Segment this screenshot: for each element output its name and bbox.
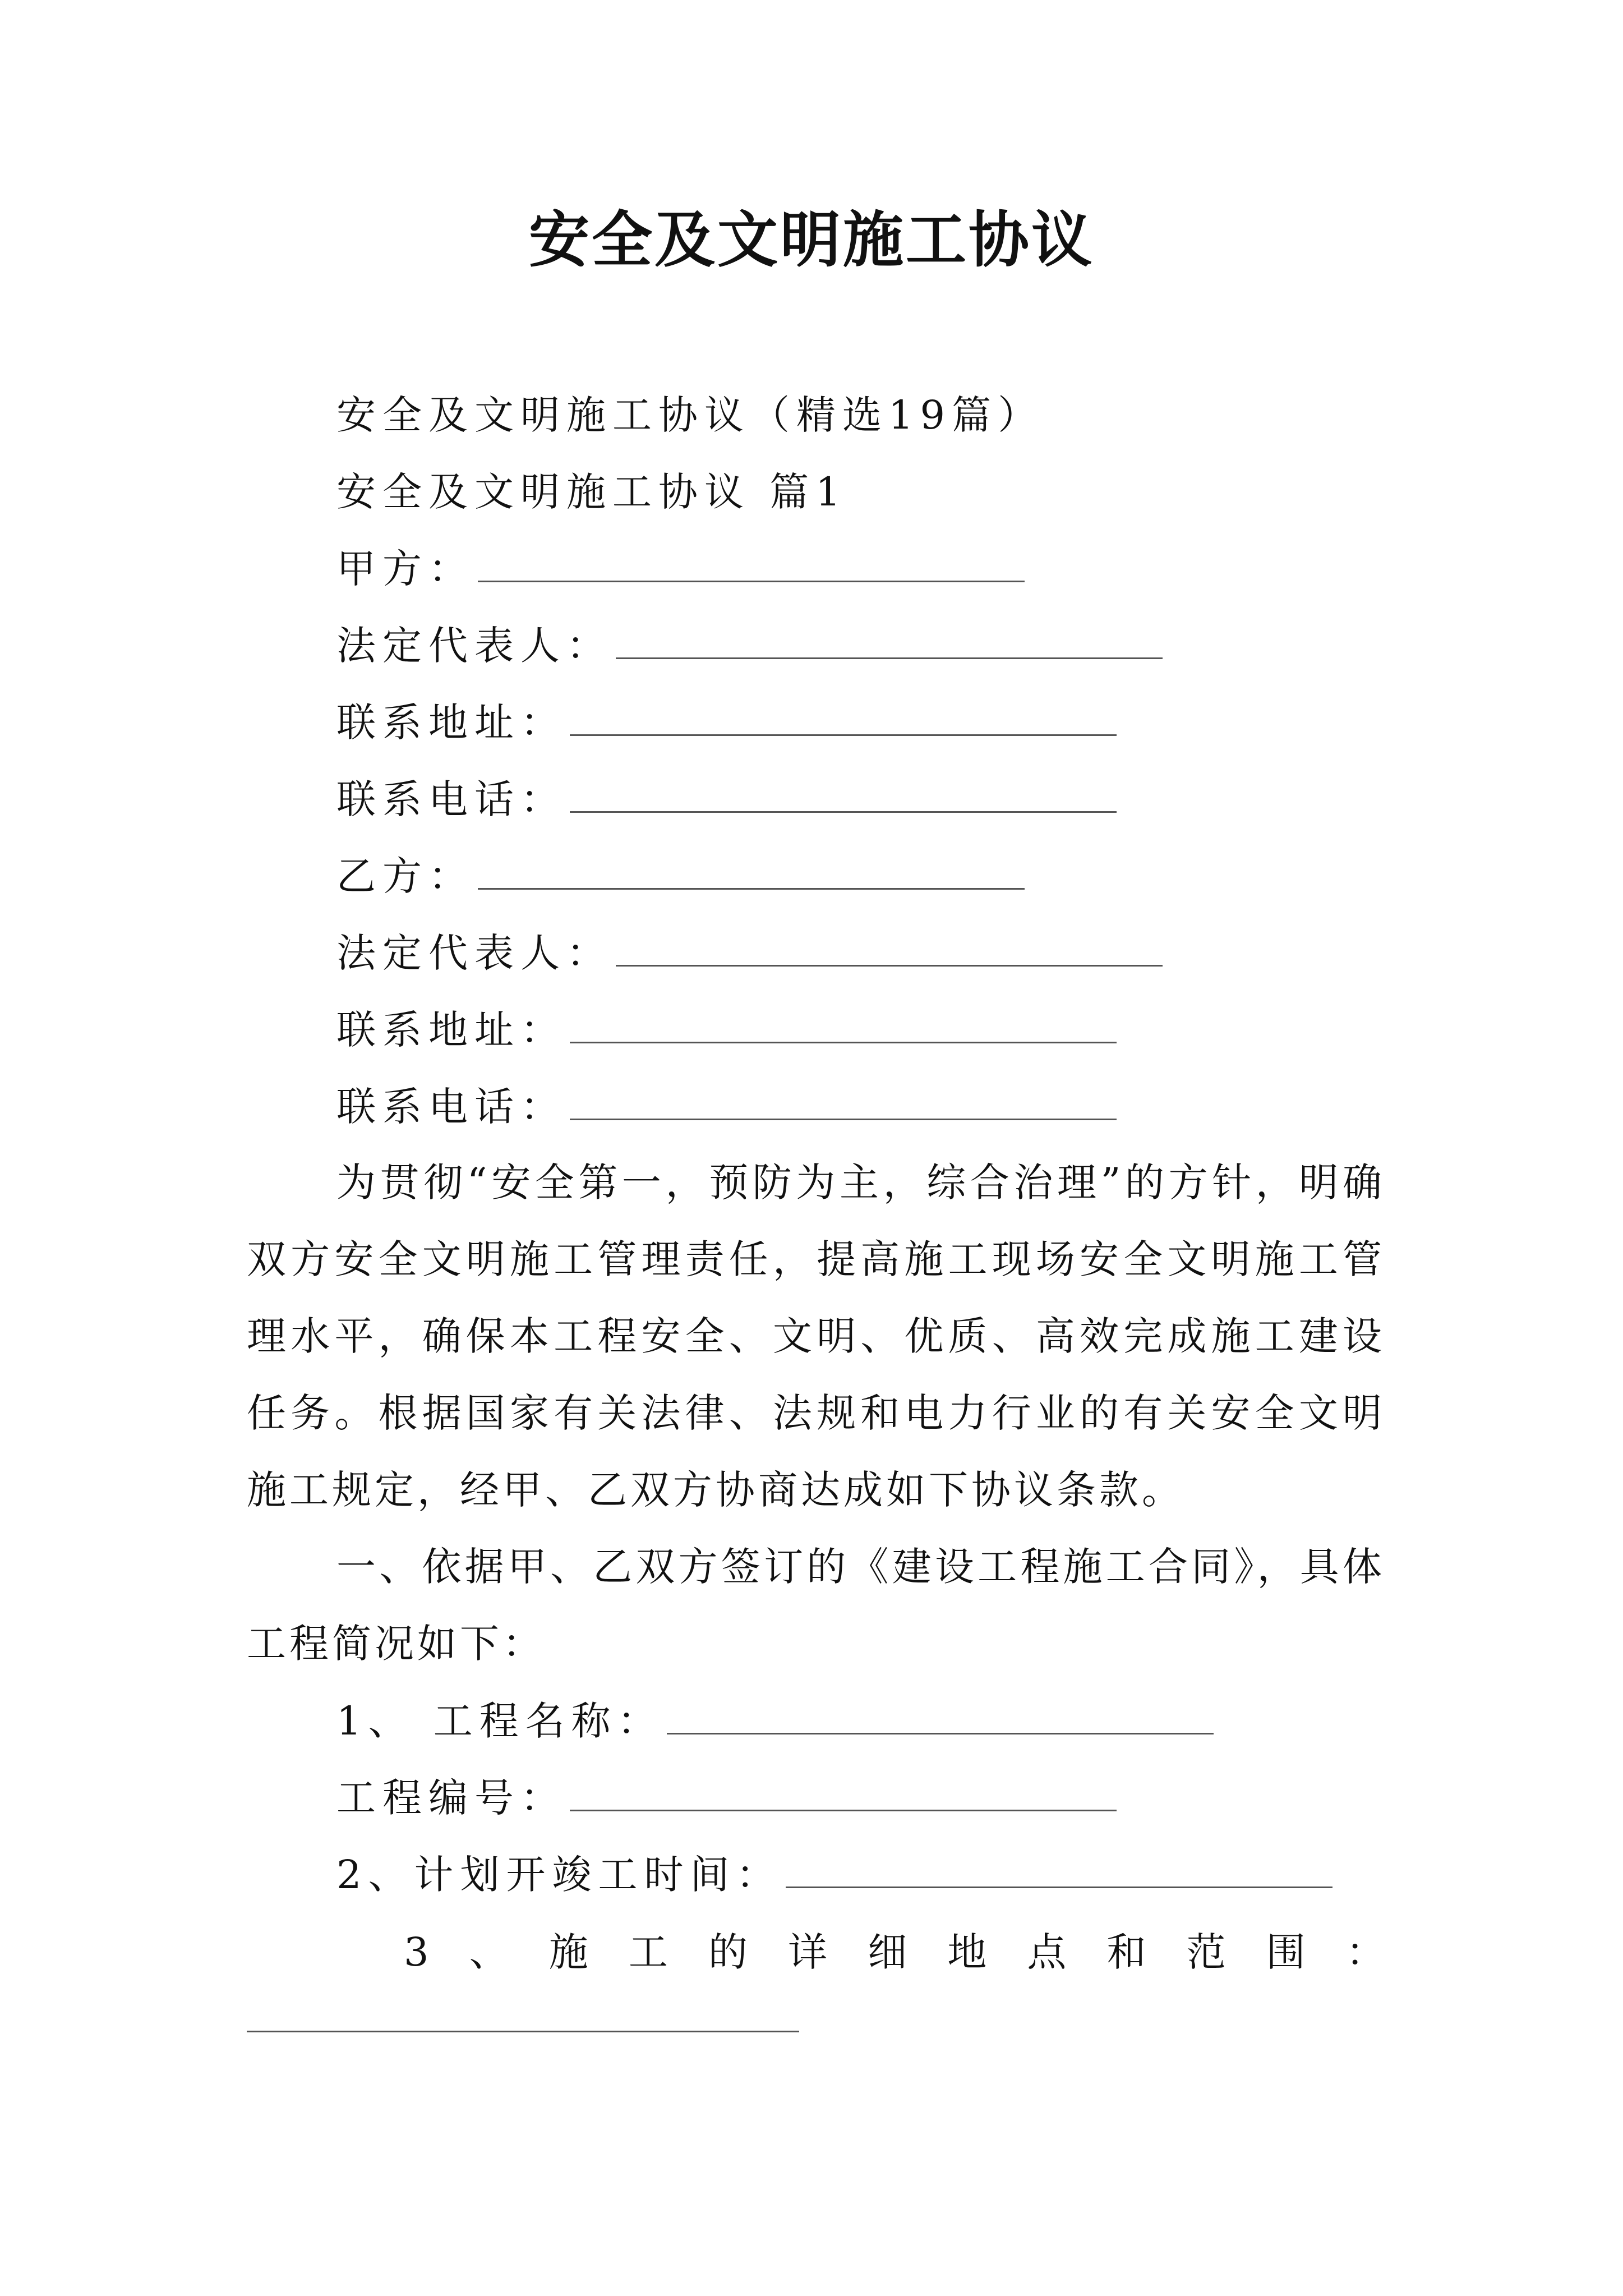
project-name-label: 1、 工程名称： [336,1698,663,1744]
party-b-address-label: 联系地址： [336,1007,566,1053]
party-a-blank [478,547,1025,582]
location-scope-char: 详 [788,1929,828,1975]
party-a-phone-blank [570,777,1117,813]
party-b-row [336,848,1025,904]
schedule-label: 2、计划开竣工时间： [336,1852,782,1898]
party-b-blank [478,854,1025,890]
party-a-legal-rep-row [336,618,1163,674]
location-scope-char: 细 [868,1929,907,1975]
party-b-label: 乙方： [336,853,474,899]
intro-paragraph: 为贯彻“安全第一，预防为主，综合治理”的方针，明确双方安全文明施工管理责任，提高施工现场安全文明施工管理水平，确保本工程安全、文明、优质、高效完成施工建设任务。根据国家有关法律、法规和电力行业的有关安全文明施工规定，经甲、乙双方协商达成如下协议条款。 [247,1159,1385,1513]
schedule-row [336,1847,1332,1903]
party-a-row [336,541,1025,597]
party-a-address-row [336,694,1117,751]
party-b-phone-row [336,1079,1117,1135]
party-b-legal-rep-row [336,925,1163,981]
document-subtitle: 安全及文明施工协议（精选19篇） [336,392,1044,438]
document-title: 安全及文明施工协议 [528,205,1094,275]
project-number-row [336,1770,1117,1826]
location-scope-char: 、 [469,1929,509,1975]
location-scope-char: 范 [1186,1929,1226,1975]
project-number-label: 工程编号： [336,1775,566,1821]
location-scope-row [404,1924,1385,1980]
party-a-address-label: 联系地址： [336,700,566,746]
location-scope-char: 3 [404,1929,429,1975]
party-a-address-blank [570,701,1117,736]
project-number-blank [570,1776,1117,1811]
location-scope-char: 围 [1266,1929,1306,1975]
party-a-label: 甲方： [336,546,474,592]
party-b-legal-rep-blank [616,931,1163,967]
party-a-legal-rep-blank [616,624,1163,659]
schedule-blank [786,1853,1332,1888]
party-b-legal-rep-label: 法定代表人： [336,930,612,976]
location-scope-char: 地 [947,1929,987,1975]
location-scope-char: 点 [1027,1929,1067,1975]
location-scope-char: 的 [708,1929,748,1975]
project-name-row [336,1693,1214,1749]
party-a-legal-rep-label: 法定代表人： [336,623,612,669]
location-scope-char: 施 [548,1929,588,1975]
party-b-phone-blank [570,1085,1117,1120]
section-heading: 安全及文明施工协议 篇1 [336,469,847,515]
clause-one: 一、依据甲、乙双方签订的《建设工程施工合同》，具体工程简况如下： [247,1544,1385,1667]
location-scope-blank [247,2031,799,2032]
party-b-address-blank [570,1008,1117,1043]
party-b-phone-label: 联系电话： [336,1084,566,1130]
party-b-address-row [336,1002,1117,1058]
location-scope-char: ： [1345,1929,1385,1975]
location-scope-char: 和 [1106,1929,1146,1975]
location-scope-char: 工 [628,1929,668,1975]
project-name-blank [667,1699,1214,1734]
party-a-phone-label: 联系电话： [336,776,566,822]
party-a-phone-row [336,771,1117,827]
